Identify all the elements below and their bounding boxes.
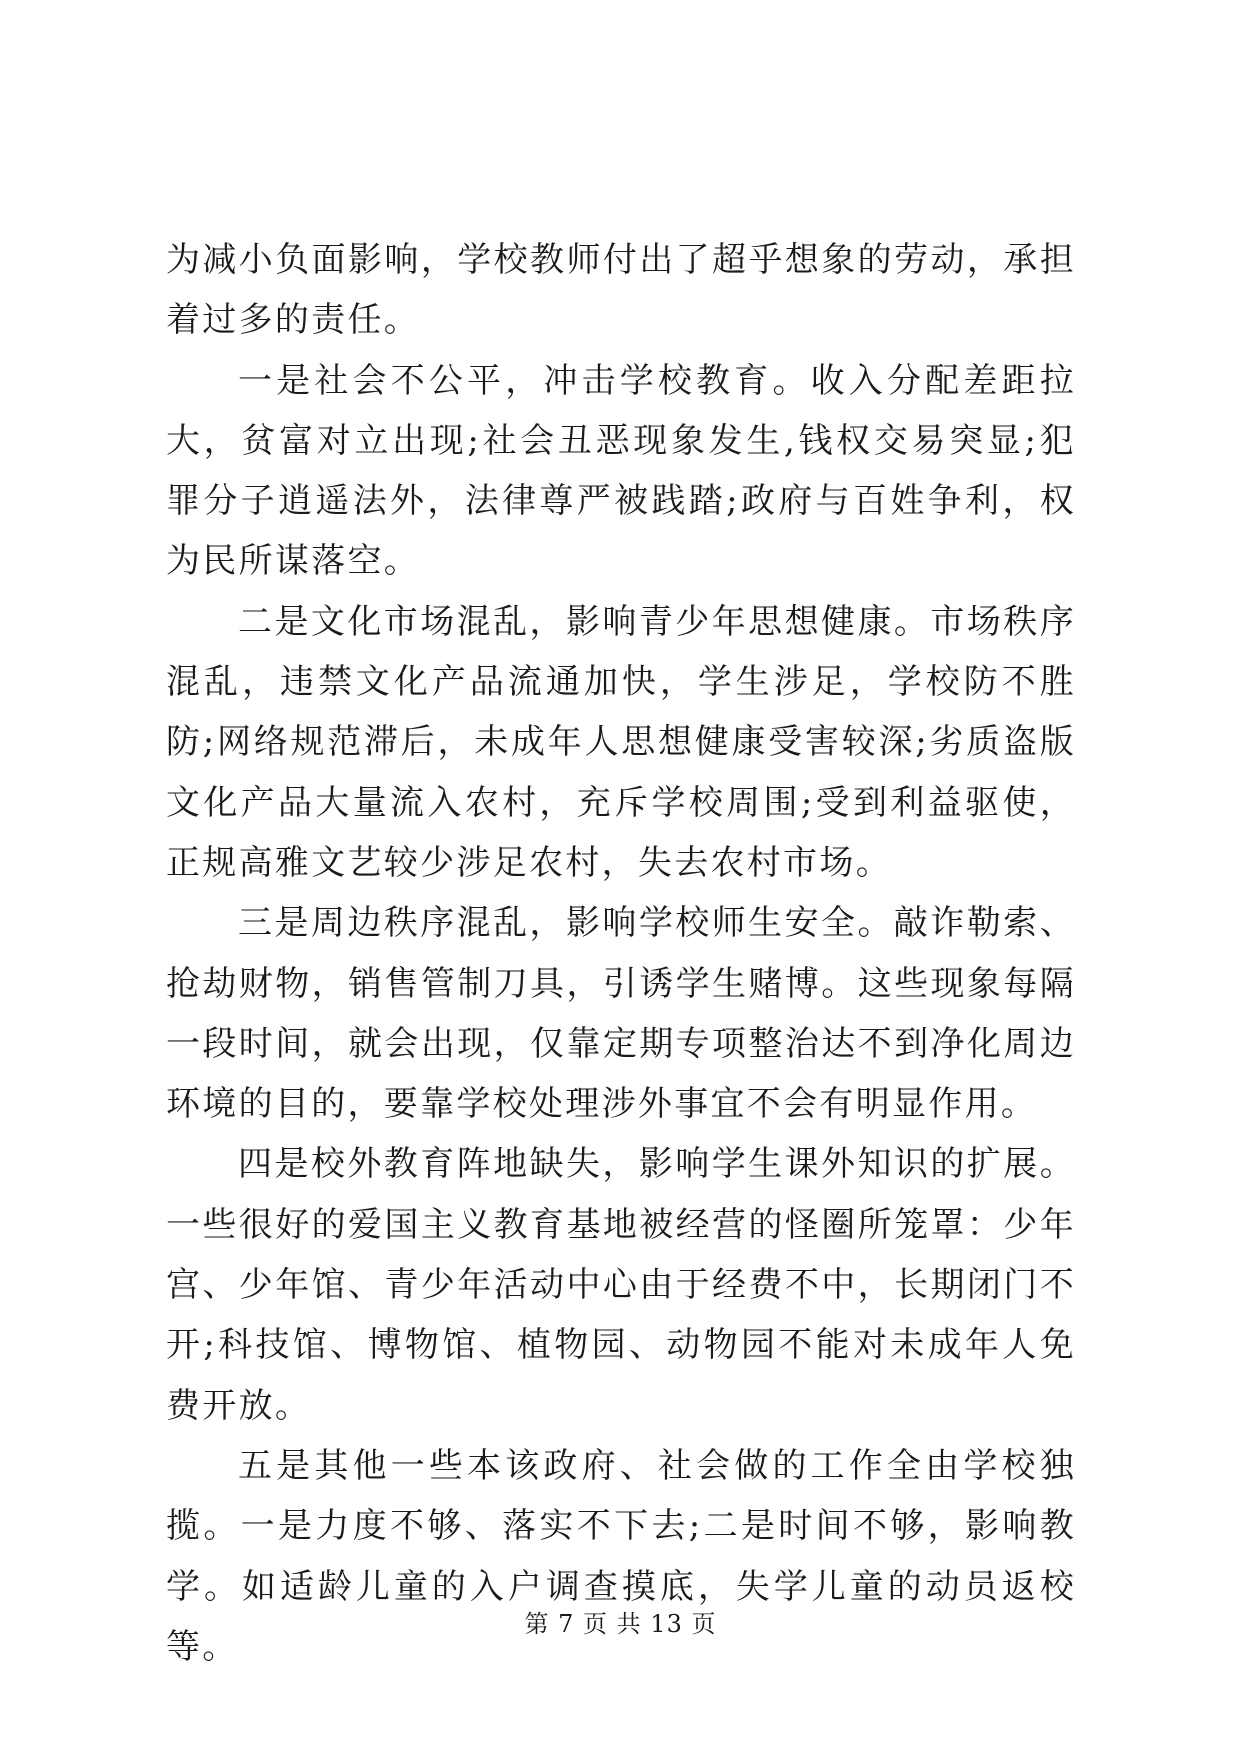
paragraph-continuation: 为减小负面影响，学校教师付出了超乎想象的劳动，承担着过多的责任。 (166, 240, 1076, 341)
document-body (166, 230, 1076, 1677)
paragraph-point-5: 五是其他一些本该政府、社会做的工作全由学校独揽。一是力度不够、落实不下去;二是时间不够，影响教学。如适龄儿童的入户调查摸底，失学儿童的动员返校等。 (166, 1445, 1076, 1667)
page-number-footer: 第 7 页 共 13 页 (524, 1610, 717, 1638)
paragraph-point-1: 一是社会不公平，冲击学校教育。收入分配差距拉大，贫富对立出现;社会丑恶现象发生,钱权交易突显;犯罪分子逍遥法外，法律尊严被践踏;政府与百姓争利，权为民所谋落空。 (166, 360, 1076, 582)
paragraph-point-2: 二是文化市场混乱，影响青少年思想健康。市场秩序混乱，违禁文化产品流通加快，学生涉足，学校防不胜防;网络规范滞后，未成年人思想健康受害较深;劣质盗版文化产品大量流入农村，充斥学校周围;受到利益驱使，正规高雅文艺较少涉足农村，失去农村市场。 (166, 601, 1076, 883)
paragraph-point-3: 三是周边秩序混乱，影响学校师生安全。敲诈勒索、抢劫财物，销售管制刀具，引诱学生赌博。这些现象每隔一段时间，就会出现，仅靠定期专项整治达不到净化周边环境的目的，要靠学校处理涉外事宜不会有明显作用。 (166, 903, 1076, 1125)
paragraph-point-4: 四是校外教育阵地缺失，影响学生课外知识的扩展。一些很好的爱国主义教育基地被经营的怪圈所笼罩：少年宫、少年馆、青少年活动中心由于经费不中，长期闭门不开;科技馆、博物馆、植物园、动物园不能对未成年人免费开放。 (166, 1144, 1076, 1426)
